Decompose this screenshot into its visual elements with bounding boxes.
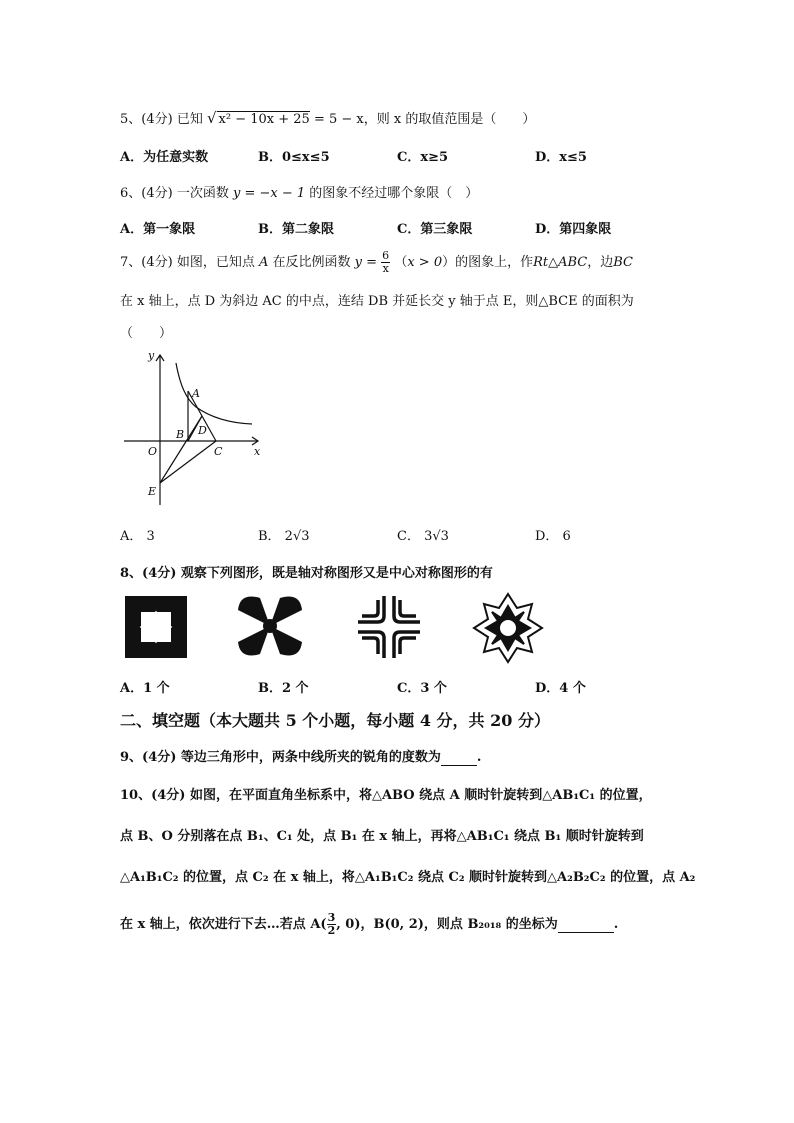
q6-stem bbox=[120, 182, 478, 201]
segment-ec bbox=[160, 441, 216, 483]
q7-frac-num: 6 bbox=[382, 249, 390, 262]
q7-text-c: （ bbox=[394, 255, 408, 270]
q7-option-a: A． 3 bbox=[120, 529, 155, 544]
q10-text-b: , 0)，B(0, 2)，则点 B₂₀₁₈ 的坐标为 bbox=[336, 917, 558, 932]
q7-y-eq: y = bbox=[354, 255, 378, 270]
q10-answer-blank[interactable] bbox=[558, 917, 614, 933]
label-c: C bbox=[214, 445, 223, 458]
q7-rt-triangle: Rt△ABC bbox=[533, 255, 588, 270]
q10-end: . bbox=[613, 917, 619, 932]
q7-text-b: 在反比例函数 bbox=[272, 255, 351, 270]
label-a: A bbox=[192, 387, 200, 400]
label-b: B bbox=[176, 428, 185, 441]
q10-fraction bbox=[327, 912, 337, 937]
q10-frac-den: 2 bbox=[327, 924, 336, 937]
q8-figure-3 bbox=[356, 594, 422, 660]
q9-stem bbox=[120, 746, 481, 766]
q6-suffix: 的图象不经过哪个象限（ ） bbox=[309, 186, 479, 201]
q7-text-d: ）的图象上，作 bbox=[442, 255, 534, 270]
q9-text: 9、(4分) 等边三角形中，两条中线所夹的锐角的度数为 bbox=[120, 750, 441, 765]
q10-frac-num: 3 bbox=[327, 911, 336, 924]
label-e: E bbox=[148, 485, 157, 498]
q5-suffix: = 5 − x，则 x 的取值范围是（ ） bbox=[313, 112, 536, 127]
q7-bc: BC bbox=[613, 255, 634, 270]
q9-end: . bbox=[476, 750, 482, 765]
q8-figure-1 bbox=[121, 592, 191, 662]
q10-line1: 10、(4分) 如图，在平面直角坐标系中，将△ABO 绕点 A 顺时针旋转到△AB₁C₁ 的位置， bbox=[120, 788, 652, 803]
q7-text-e: ，边 bbox=[587, 255, 614, 270]
label-y: y bbox=[148, 349, 155, 362]
q8-option-a: A．1 个 bbox=[120, 681, 170, 696]
q10-text-a: 在 x 轴上，依次进行下去…若点 A( bbox=[120, 917, 327, 932]
q7-frac-den: x bbox=[382, 262, 389, 275]
q6-option-c: C．第三象限 bbox=[397, 222, 473, 237]
q7-line3: （ ） bbox=[120, 326, 173, 341]
q5-option-b: B．0≤x≤5 bbox=[258, 150, 330, 165]
q10-line2: 点 B、O 分别落在点 B₁、C₁ 处，点 B₁ 在 x 轴上，再将△AB₁C₁ 绕点 B₁ 顺时针旋转到 bbox=[120, 829, 644, 844]
q7-point-a: A bbox=[258, 255, 269, 270]
q6-option-d: D．第四象限 bbox=[535, 222, 612, 237]
q5-option-a: A．为任意实数 bbox=[120, 150, 209, 165]
q8-stem: 8、(4分) 观察下列图形，既是轴对称图形又是中心对称图形的有 bbox=[120, 566, 493, 581]
section-2-title: 二、填空题（本大题共 5 个小题，每小题 4 分，共 20 分） bbox=[120, 711, 550, 730]
q8-option-d: D．4 个 bbox=[535, 681, 586, 696]
q7-line1 bbox=[120, 250, 633, 275]
q7-fraction bbox=[381, 250, 390, 275]
q7-option-b: B． 2√3 bbox=[258, 529, 310, 544]
q5-option-d: D．x≤5 bbox=[535, 150, 587, 165]
q6-prefix: 6、(4分) 一次函数 bbox=[120, 186, 229, 201]
q8-option-c: C．3 个 bbox=[397, 681, 447, 696]
q10-line3: △A₁B₁C₂ 的位置，点 C₂ 在 x 轴上，将△A₁B₁C₂ 绕点 C₂ 顺时针旋转到△A₂B₂C₂ 的位置，点 A₂ bbox=[120, 870, 696, 885]
q9-answer-blank[interactable] bbox=[441, 750, 477, 766]
q7-figure bbox=[118, 345, 268, 510]
q7-option-c: C． 3√3 bbox=[397, 529, 449, 544]
q6-option-a: A．第一象限 bbox=[120, 222, 196, 237]
q5-radicand: x² − 10x + 25 bbox=[218, 112, 310, 127]
q7-option-d: D． 6 bbox=[535, 529, 571, 544]
label-d: D bbox=[198, 424, 207, 437]
q5-stem: 5、(4分) 已知 √ x² − 10x + 25 = 5 − x，则 x 的取值范围是（ ） bbox=[120, 109, 536, 127]
q6-formula: y = −x − 1 bbox=[232, 186, 306, 201]
q7-condition: x > 0 bbox=[407, 255, 443, 270]
q5-option-c: C．x≥5 bbox=[397, 150, 449, 165]
q8-option-b: B．2 个 bbox=[258, 681, 309, 696]
q6-option-b: B．第二象限 bbox=[258, 222, 334, 237]
q5-prefix: 5、(4分) 已知 bbox=[120, 112, 203, 127]
label-x: x bbox=[254, 445, 261, 458]
hyperbola-curve bbox=[176, 363, 252, 424]
q10-line4 bbox=[120, 912, 618, 937]
q8-figure-2 bbox=[235, 594, 305, 658]
q7-text-a: 7、(4分) 如图，已知点 bbox=[120, 255, 255, 270]
q8-figure-4 bbox=[472, 592, 544, 664]
label-o: O bbox=[148, 445, 158, 458]
q7-line2: 在 x 轴上，点 D 为斜边 AC 的中点，连结 DB 并延长交 y 轴于点 E，则△BCE 的面积为 bbox=[120, 294, 634, 309]
